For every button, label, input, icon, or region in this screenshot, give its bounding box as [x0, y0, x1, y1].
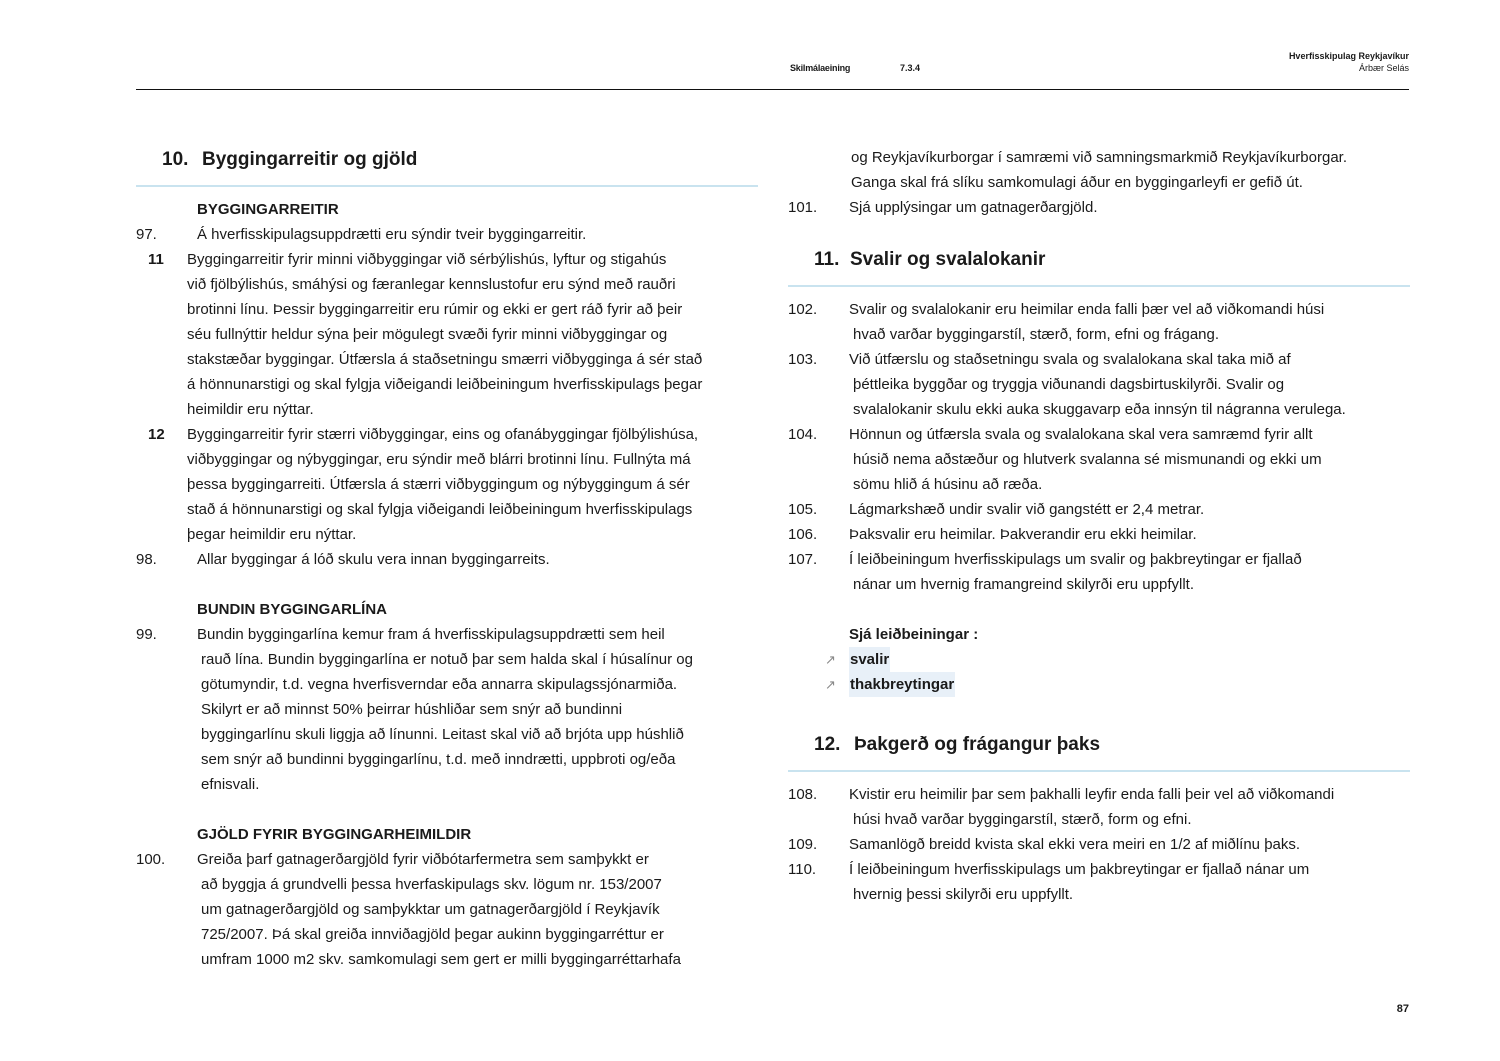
section-divider — [136, 185, 758, 187]
clause-99 — [136, 622, 758, 797]
clause-number: 97. — [136, 226, 157, 243]
area-name: Árbær Selás — [1358, 63, 1409, 73]
section-number: 7.3.4 — [900, 63, 921, 73]
clause-11 — [136, 247, 758, 422]
clause-12 — [136, 422, 758, 547]
clause-number: 98. — [136, 551, 157, 568]
clause-105: 105. Lágmarkshæð undir svalir við gangstétt er 2,4 metrar. — [788, 501, 1205, 518]
section-title: Þakgerð og frágangur þaks — [854, 734, 1101, 755]
link-label[interactable]: thakbreytingar — [849, 672, 955, 697]
section-number: 12. — [814, 734, 841, 755]
clause-text: Svalir og svalalokanir eru heimilar enda falli þær vel að viðkomandi húsi hvað varðar byggingarstíl, stærð, form, efni og frágang. — [849, 301, 1325, 343]
document-header — [1289, 50, 1409, 74]
guides-label: Sjá leiðbeiningar : — [849, 626, 979, 643]
clause-110: 110. Í leiðbeiningum hverfisskipulags um þakbreytingar er fjallað nánar um hvernig þessi skilyrði eru uppfyllt. — [788, 857, 1410, 907]
clause-text: Við útfærslu og staðsetningu svala og svalalokana skal taka mið af þéttleika byggðar og tryggja viðunandi dagsbirtuskilyrði. Svalir og svalalokanir skulu ekki auka skuggavarp eða innsýn til nágranna verulega. — [849, 351, 1346, 418]
clause-106: 106. Þaksvalir eru heimilar. Þakverandir eru ekki heimilar. — [788, 526, 1197, 543]
clause-text: Hönnun og útfærsla svala og svalalokana skal vera samræmd fyrir allt húsið nema aðstæður og hlutverk svalanna sé mismunandi og ekki um sömu hlið á húsinu að ræða. — [849, 426, 1322, 493]
clause-text: Í leiðbeiningum hverfisskipulags um svalir og þakbreytingar er fjallað nánar um hvernig framangreind skilyrði eru uppfyllt. — [849, 551, 1302, 593]
clause-98 — [136, 547, 758, 572]
section-10-heading — [136, 145, 758, 175]
guide-link-thakbreytingar[interactable] — [825, 672, 1410, 697]
clause-text: Byggingarreitir fyrir minni viðbyggingar við sérbýlishús, lyftur og stigahús við fjölbýlishús, smáhýsi og færanlegar kennslustofur eru sýnd með rauðri brotinni línu. Þessir byggingarreitir eru rúmir og ekki er gert ráð fyrir að þeir séu fullnýttir heldur sýna þeir mögulegt svæði fyrir minni viðbyggingar og stakstæðar byggingar. Útfærsla á staðsetningu smærri viðbygginga á sér stað á hönnunarstigi og skal fylgja viðeigandi leiðbeiningum hverfisskipulags þegar heimildir eru nýttar. — [187, 251, 703, 418]
section-title: Byggingarreitir og gjöld — [202, 149, 418, 170]
clause-107: 107. Í leiðbeiningum hverfisskipulags um svalir og þakbreytingar er fjallað nánar um hvernig framangreind skilyrði eru uppfyllt. — [788, 547, 1410, 597]
clause-number: 100. — [136, 851, 166, 868]
subheading: BYGGINGARREITIR — [197, 201, 339, 218]
clause-number: 11 — [148, 251, 164, 268]
header-divider — [136, 89, 1409, 90]
link-label[interactable]: svalir — [849, 647, 890, 672]
clause-100 — [136, 847, 758, 972]
subheading: GJÖLD FYRIR BYGGINGARHEIMILDIR — [197, 826, 472, 843]
clause-102: 102. Svalir og svalalokanir eru heimilar enda falli þær vel að viðkomandi húsi hvað varðar byggingarstíl, stærð, form, efni og frágang. — [788, 297, 1410, 347]
section-label: Skilmálaeining — [790, 63, 851, 73]
left-column — [136, 145, 758, 972]
section-title: Svalir og svalalokanir — [850, 249, 1046, 270]
subheading: BUNDIN BYGGINGARLÍNA — [197, 601, 387, 618]
section-number: 11. — [814, 249, 840, 270]
guides-block — [788, 622, 1410, 697]
guide-link-svalir[interactable] — [825, 647, 1410, 672]
section-divider — [788, 770, 1410, 772]
clause-103: 103. Við útfærslu og staðsetningu svala og svalalokana skal taka mið af þéttleika byggðar og tryggja viðunandi dagsbirtuskilyrði. Svalir og svalalokanir skulu ekki auka skuggavarp eða innsýn til nágranna verulega. — [788, 347, 1410, 422]
clause-text: Á hverfisskipulagsuppdrætti eru sýndir tveir byggingarreitir. — [197, 226, 587, 243]
clause-number: 99. — [136, 626, 157, 643]
clause-108: 108. Kvistir eru heimilir þar sem þakhalli leyfir enda falli þeir vel að viðkomandi húsi hvað varðar byggingarstíl, stærð, form og efni. — [788, 782, 1410, 832]
clause-text: Sjá upplýsingar um gatnagerðargjöld. — [849, 199, 1098, 216]
plan-title: Hverfisskipulag Reykjavíkur — [1288, 51, 1409, 61]
clause-number: 101. — [788, 199, 818, 216]
clause-text: Bundin byggingarlína kemur fram á hverfisskipulagsuppdrætti sem heil rauð lína. Bundin byggingarlína er notuð þar sem halda skal í húsalínur og götumyndir, t.d. vegna hverfisverndar eða annarra skipulagssjónarmiða. Skilyrt er að minnst 50% þeirrar húshliðar sem snýr að bundinni byggingarlínu skuli liggja að línunni. Leitast skal við að brjóta upp húshlið sem snýr að bundinni byggingarlínu, t.d. með inndrætti, uppbroti og/eða efnisvali. — [197, 626, 693, 793]
section-number: 10. — [162, 149, 189, 170]
clause-100-continued: og Reykjavíkurborgar í samræmi við samningsmarkmið Reykjavíkurborgar. Ganga skal frá slíku samkomulagi áður en byggingarleyfi er gefið út. — [851, 149, 1347, 191]
clause-text: Greiða þarf gatnagerðargjöld fyrir viðbótarfermetra sem samþykkt er að byggja á grundvelli þessa hverfaskipulags skv. lögum nr. 153/2007 um gatnagerðargjöld og samþykktar um gatnagerðargjöld í Reykjavík 725/2007. Þá skal greiða innviðagjöld þegar aukinn byggingarréttur er umfram 1000 m2 skv. samkomulagi sem gert er milli byggingarréttarhafa — [197, 851, 681, 968]
clause-number: 12 — [148, 426, 165, 443]
clause-104: 104. Hönnun og útfærsla svala og svalalokana skal vera samræmd fyrir allt húsið nema aðstæður og hlutverk svalanna sé mismunandi og ekki um sömu hlið á húsinu að ræða. — [788, 422, 1410, 497]
right-column — [788, 145, 1410, 907]
clause-109: 109. Samanlögð breidd kvista skal ekki vera meiri en 1/2 af miðlínu þaks. — [788, 836, 1301, 853]
clause-text: Kvistir eru heimilir þar sem þakhalli leyfir enda falli þeir vel að viðkomandi húsi hvað varðar byggingarstíl, stærð, form og efni. — [849, 786, 1335, 828]
clause-text: Byggingarreitir fyrir stærri viðbyggingar, eins og ofanábyggingar fjölbýlishúsa, viðbyggingar og nýbyggingar, eru sýndir með blárri brotinni línu. Fullnýta má þessa byggingarreiti. Útfærsla á stærri viðbyggingum og nýbyggingum á sér stað á hönnunarstigi og skal fylgja viðeigandi leiðbeiningum hverfisskipulags þegar heimildir eru nýttar. — [187, 426, 699, 543]
section-divider — [788, 285, 1410, 287]
section-12-heading — [788, 730, 1410, 760]
clause-text: Allar byggingar á lóð skulu vera innan byggingarreits. — [197, 551, 550, 568]
clause-101 — [788, 195, 1410, 220]
section-11-heading — [788, 245, 1410, 275]
arrow-up-right-icon: ↗ — [825, 677, 836, 692]
arrow-up-right-icon: ↗ — [825, 652, 836, 667]
page-number: 87 — [1396, 1003, 1409, 1015]
clause-text: Í leiðbeiningum hverfisskipulags um þakbreytingar er fjallað nánar um hvernig þessi skilyrði eru uppfyllt. — [849, 861, 1310, 903]
clause-97 — [136, 222, 758, 247]
